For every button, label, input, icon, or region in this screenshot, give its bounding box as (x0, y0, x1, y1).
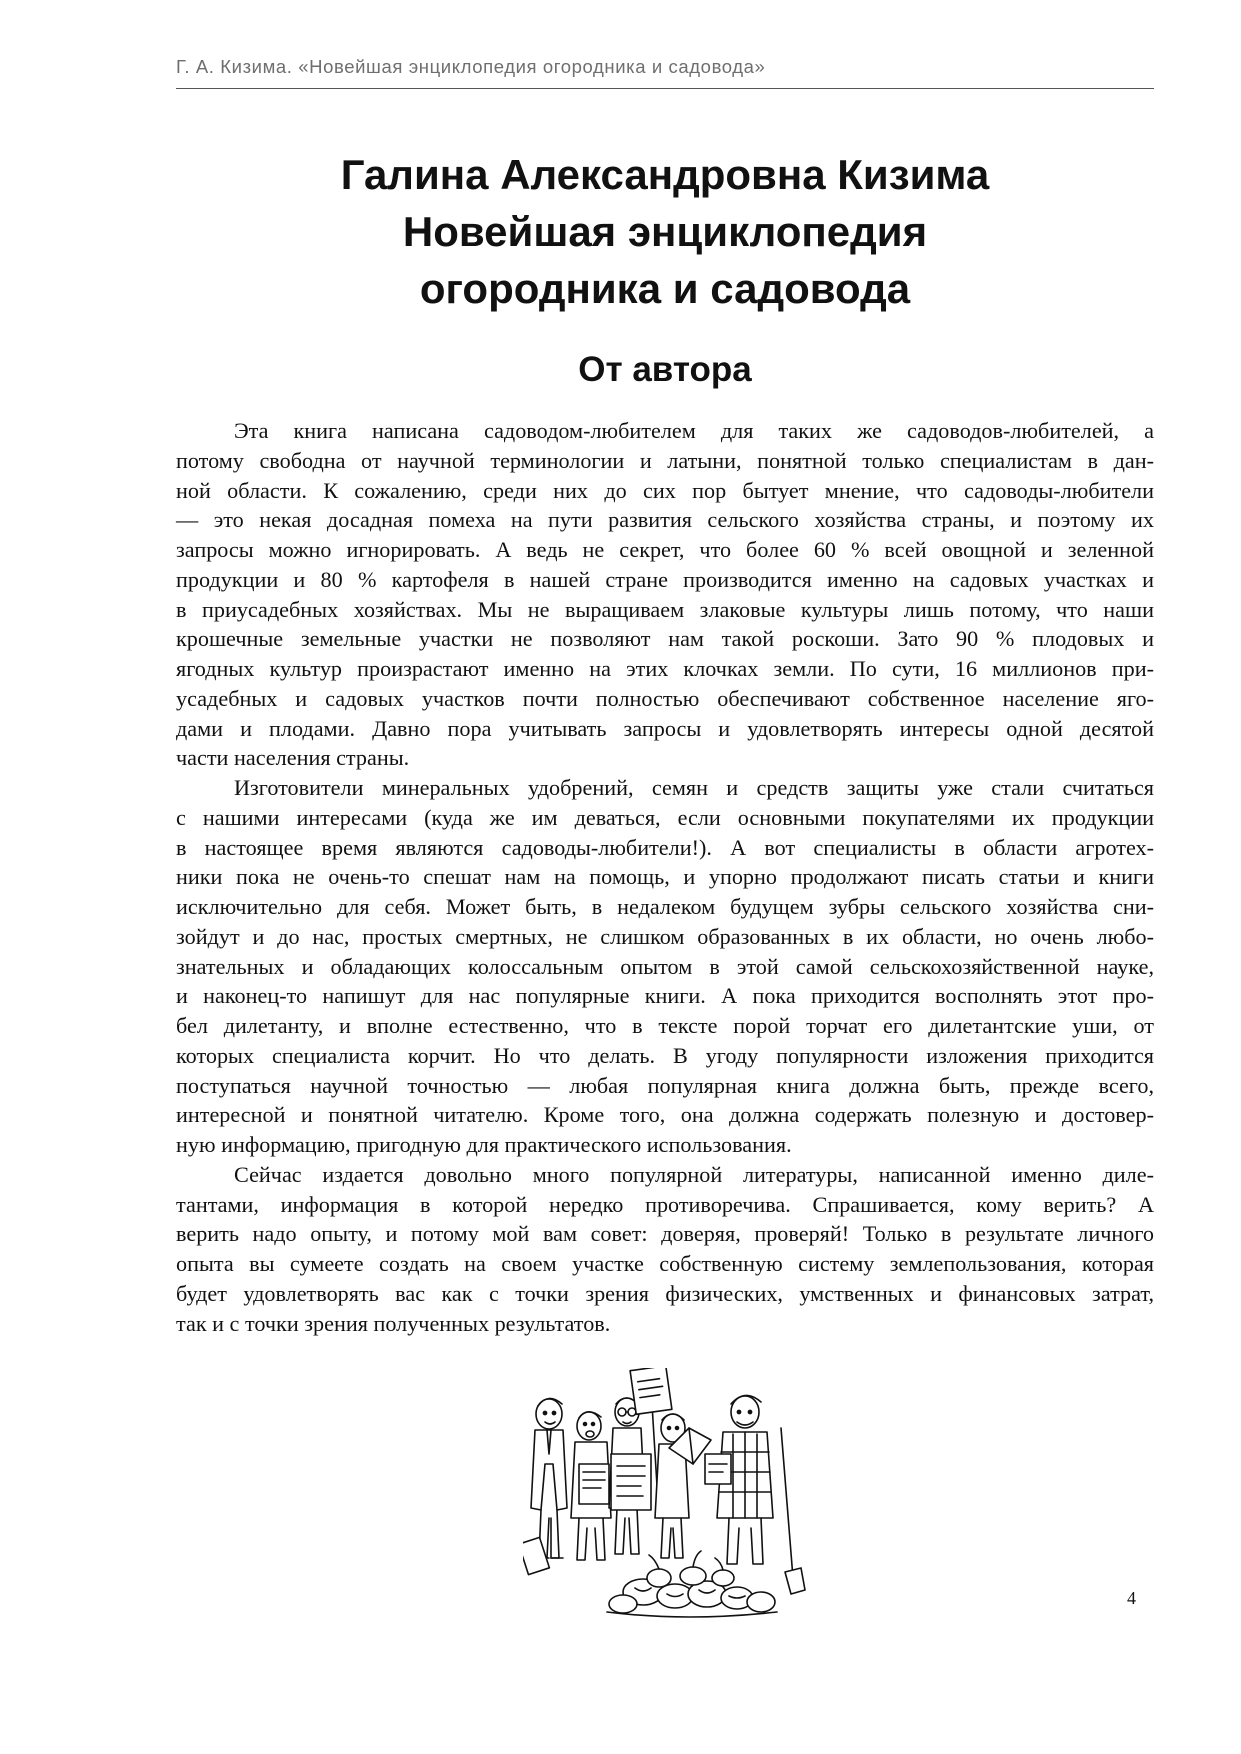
text-line: верить надо опыту, и потому мой вам совет: доверяя, проверяй! Только в результате личного (176, 1221, 1154, 1247)
text-line: поступаться научной точностью — любая популярная книга должна быть, прежде всего, (176, 1072, 1154, 1098)
title-line: Галина Александровна Кизима (340, 151, 990, 198)
text-line: исключительно для себя. Может быть, в недалеком будущем зубры сельского хозяйства сни- (176, 894, 1154, 919)
title-line: Новейшая энциклопедия (402, 208, 928, 255)
text-line: с нашими интересами (куда же им деваться, если основными покупателями их продукции (176, 804, 1154, 830)
text-line: ную информацию, пригодную для практического использования. (176, 1132, 792, 1157)
text-line: ягодных культур произрастают именно на этих клочках земли. По сути, 16 миллионов при- (176, 656, 1154, 681)
text-line: опыта вы сумеете создать на своем участке собственную систему землепользования, которая (176, 1251, 1154, 1276)
running-head: Г. А. Кизима. «Новейшая энциклопедия огородника и садовода» (176, 56, 766, 77)
book-title (176, 146, 1154, 317)
text-line: тантами, информация в которой нередко противоречива. Спрашивается, кому верить? А (176, 1191, 1154, 1217)
text-line: Изготовители минеральных удобрений, семян и средств защиты уже стали считаться (234, 775, 1154, 800)
text-line: части населения страны. (176, 745, 410, 771)
text-line: так и с точки зрения полученных результатов. (176, 1310, 611, 1336)
text-line: в настоящее время являются садоводы-любители!). А вот специалисты в области агротех- (176, 834, 1154, 860)
text-line: в приусадебных хозяйствах. Мы не выращиваем злаковые культуры лишь потому, что наши (176, 596, 1154, 622)
text-line: Эта книга написана садоводом-любителем для таких же садоводов-любителей, а (234, 418, 1154, 443)
text-line: и наконец-то напишут для нас популярные книги. А пока приходится восполнять этот про- (176, 983, 1154, 1009)
cartoon-illustration (523, 1368, 815, 1626)
text-line: крошечные земельные участки не позволяют нам такой роскоши. Зато 90 % плодовых и (176, 626, 1154, 652)
text-line: будет удовлетворять вас как с точки зрения физических, умственных и финансовых затрат, (176, 1280, 1154, 1306)
text-line: знательных и обладающих колоссальным опытом в этой самой сельскохозяйственной науке, (176, 953, 1154, 979)
body-text (176, 416, 1154, 1338)
text-line: ной области. К сожалению, среди них до сих пор бытует мнение, что садоводы-любители (176, 477, 1154, 503)
page-number: 4 (1127, 1588, 1136, 1608)
text-line: бел дилетанту, и вполне естественно, что в тексте порой торчат его дилетантские уши, от (176, 1013, 1154, 1038)
text-line: ники пока не очень-то спешат нам на помощь, и упорно продолжают писать статьи и книги (176, 864, 1154, 890)
text-line: усадебных и садовых участков почти полностью обеспечивают собственное население яго- (176, 685, 1154, 711)
text-line: потому свободна от научной терминологии и латыни, понятной только специалистам в дан- (176, 447, 1154, 473)
text-line: Сейчас издается довольно много популярной литературы, написанной именно диле- (234, 1161, 1154, 1187)
title-line: огородника и садовода (419, 265, 911, 312)
text-line: дами и плодами. Давно пора учитывать запросы и удовлетворять интересы одной десятой (176, 715, 1154, 741)
text-line: запросы можно игнорировать. А ведь не секрет, что более 60 % всей овощной и зеленной (176, 537, 1154, 562)
text-line: продукции и 80 % картофеля в нашей стране производится именно на садовых участках и (176, 566, 1154, 592)
text-line: зойдут и до нас, простых смертных, не слишком образованных в их области, но очень любо- (176, 923, 1154, 949)
text-line: которых специалиста корчит. Но что делать. В угоду популярности изложения приходится (176, 1042, 1154, 1068)
header-rule (176, 88, 1154, 89)
section-heading: От автора (578, 350, 752, 389)
text-line: — это некая досадная помеха на пути развития сельского хозяйства страны, и поэтому их (176, 507, 1154, 533)
text-line: интересной и понятной читателю. Кроме того, она должна содержать полезную и достовер- (176, 1102, 1154, 1128)
